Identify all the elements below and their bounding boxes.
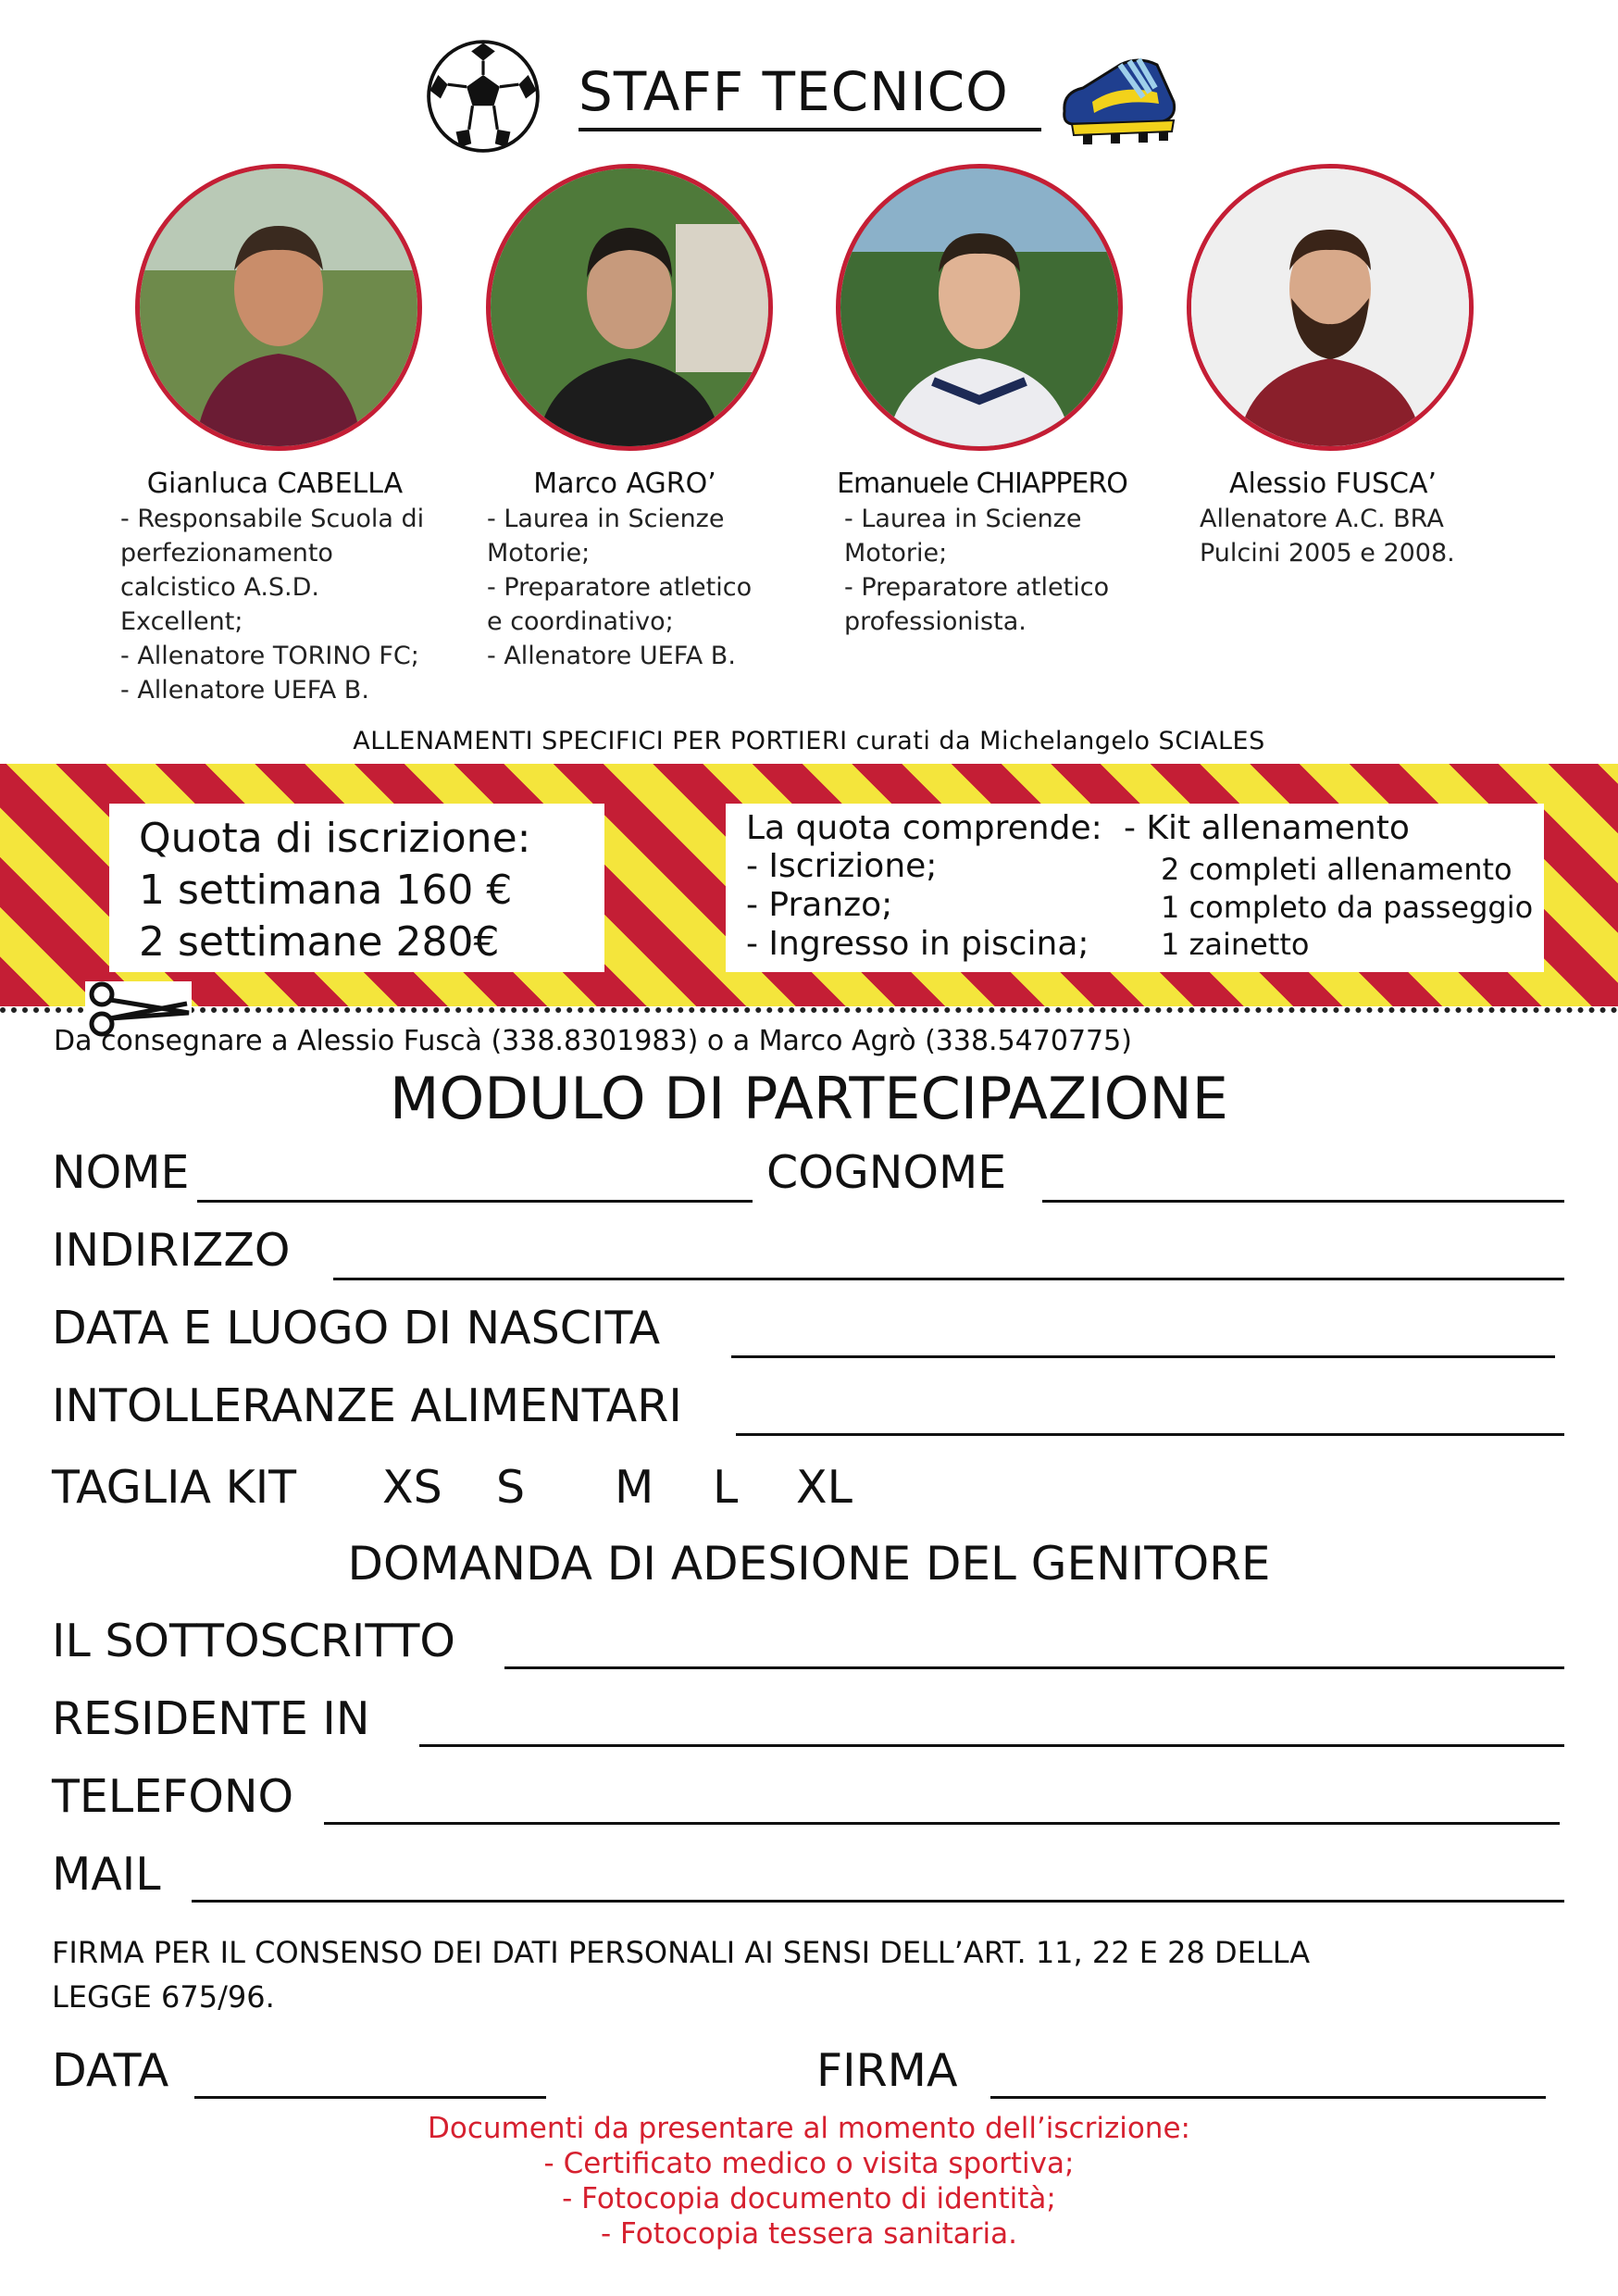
document-item: - Fotocopia tessera sanitaria. (601, 2217, 1017, 2251)
taglia-label: TAGLIA KIT (52, 1461, 297, 1514)
consent-line: LEGGE 675/96. (52, 1979, 275, 2015)
desc-line: calcistico A.S.D. (120, 573, 320, 602)
desc-line: Motorie; (844, 539, 948, 568)
cognome-field[interactable] (1042, 1200, 1564, 1203)
staff-name-cabella: Gianluca CABELLA (146, 468, 404, 500)
intolleranze-field[interactable] (736, 1433, 1564, 1436)
portrait-cabella (135, 164, 422, 451)
form-title: MODULO DI PARTECIPAZIONE (390, 1065, 1228, 1132)
desc-line: - Laurea in Scienze (487, 505, 725, 533)
desc-line: Allenatore A.C. BRA (1200, 505, 1444, 533)
desc-line: - Allenatore UEFA B. (120, 676, 369, 705)
cut-line (0, 1007, 1618, 1013)
size-option-m[interactable]: M (615, 1461, 654, 1514)
nascita-label: DATA E LUOGO DI NASCITA (52, 1302, 661, 1354)
telefono-field[interactable] (324, 1822, 1560, 1825)
mail-label: MAIL (52, 1848, 161, 1901)
desc-line: - Allenatore UEFA B. (487, 642, 736, 670)
quota-box (109, 804, 604, 972)
size-option-xs[interactable]: XS (382, 1461, 442, 1514)
desc-line: Excellent; (120, 607, 243, 636)
page-title: STAFF TECNICO (579, 60, 1009, 123)
soccer-ball-icon (424, 37, 542, 156)
portrait-agro (486, 164, 773, 451)
includes-item: - Iscrizione; (746, 847, 938, 885)
portrait-fusca (1187, 164, 1474, 451)
document-item: - Fotocopia documento di identità; (562, 2182, 1056, 2215)
staff-desc-agro (487, 502, 752, 673)
nascita-field[interactable] (731, 1355, 1555, 1358)
staff-desc-chiappero (844, 502, 1109, 639)
desc-line: Motorie; (487, 539, 591, 568)
quota-week1: 1 settimana 160 € (139, 867, 513, 914)
desc-line: - Preparatore atletico (844, 573, 1110, 602)
staff-name-agro: Marco AGRO’ (533, 468, 716, 500)
firma-field[interactable] (990, 2096, 1546, 2099)
desc-line: Pulcini 2005 e 2008. (1200, 539, 1455, 568)
residente-field[interactable] (419, 1744, 1564, 1747)
data-field[interactable] (194, 2096, 546, 2099)
includes-item: - Pranzo; (746, 886, 893, 924)
goalkeeper-training-line: ALLENAMENTI SPECIFICI PER PORTIERI curati da Michelangelo SCIALES (353, 727, 1265, 755)
consent-line: FIRMA PER IL CONSENSO DEI DATI PERSONALI AI SENSI DELL’ART. 11, 22 E 28 DELLA (52, 1935, 1311, 1970)
desc-line: - Allenatore TORINO FC; (120, 642, 419, 670)
consent-text (52, 1930, 1310, 2019)
documents-list (0, 2111, 1618, 2252)
nome-field[interactable] (197, 1200, 753, 1203)
includes-title: La quota comprende: (746, 809, 1102, 847)
telefono-label: TELEFONO (52, 1770, 294, 1823)
firma-label: FIRMA (816, 2044, 958, 2097)
document-item: - Certificato medico o visita sportiva; (543, 2147, 1075, 2180)
kit-item: 2 completi allenamento (1161, 852, 1512, 887)
data-label: DATA (52, 2044, 169, 2097)
kit-item: 1 completo da passeggio (1161, 890, 1534, 925)
desc-line: professionista. (844, 607, 1027, 636)
includes-box (726, 804, 1544, 972)
sottoscritto-field[interactable] (504, 1666, 1564, 1669)
football-boot-icon (1055, 46, 1185, 148)
indirizzo-label: INDIRIZZO (52, 1224, 291, 1277)
desc-line: e coordinativo; (487, 607, 674, 636)
staff-name-fusca: Alessio FUSCA’ (1228, 468, 1438, 500)
staff-name-chiappero: Emanuele CHIAPPERO (837, 468, 1127, 500)
portrait-chiappero (836, 164, 1123, 451)
includes-item: - Ingresso in piscina; (746, 925, 1089, 963)
delivery-contact-line: Da consegnare a Alessio Fuscà (338.8301983) o a Marco Agrò (338.5470775) (54, 1025, 1132, 1057)
nome-label: NOME (52, 1146, 190, 1199)
desc-line: - Responsabile Scuola di (120, 505, 425, 533)
sottoscritto-label: IL SOTTOSCRITTO (52, 1615, 455, 1667)
size-option-s[interactable]: S (496, 1461, 526, 1514)
desc-line: - Laurea in Scienze (844, 505, 1082, 533)
size-option-xl[interactable]: XL (796, 1461, 853, 1514)
mail-field[interactable] (192, 1900, 1564, 1903)
desc-line: perfezionamento (120, 539, 333, 568)
documents-title: Documenti da presentare al momento dell’iscrizione: (428, 2112, 1190, 2145)
quota-week2: 2 settimane 280€ (139, 918, 500, 966)
kit-title: - Kit allenamento (1124, 809, 1410, 847)
size-option-l[interactable]: L (713, 1461, 739, 1514)
staff-desc-fusca (1200, 502, 1455, 570)
parent-section-title: DOMANDA DI ADESIONE DEL GENITORE (347, 1537, 1271, 1591)
title-underline (579, 128, 1041, 131)
staff-desc-cabella (120, 502, 424, 707)
kit-item: 1 zainetto (1161, 927, 1310, 962)
desc-line: - Preparatore atletico (487, 573, 753, 602)
residente-label: RESIDENTE IN (52, 1692, 370, 1745)
cognome-label: COGNOME (766, 1146, 1007, 1199)
quota-title: Quota di iscrizione: (139, 815, 531, 862)
indirizzo-field[interactable] (333, 1278, 1564, 1280)
intolleranze-label: INTOLLERANZE ALIMENTARI (52, 1379, 682, 1432)
